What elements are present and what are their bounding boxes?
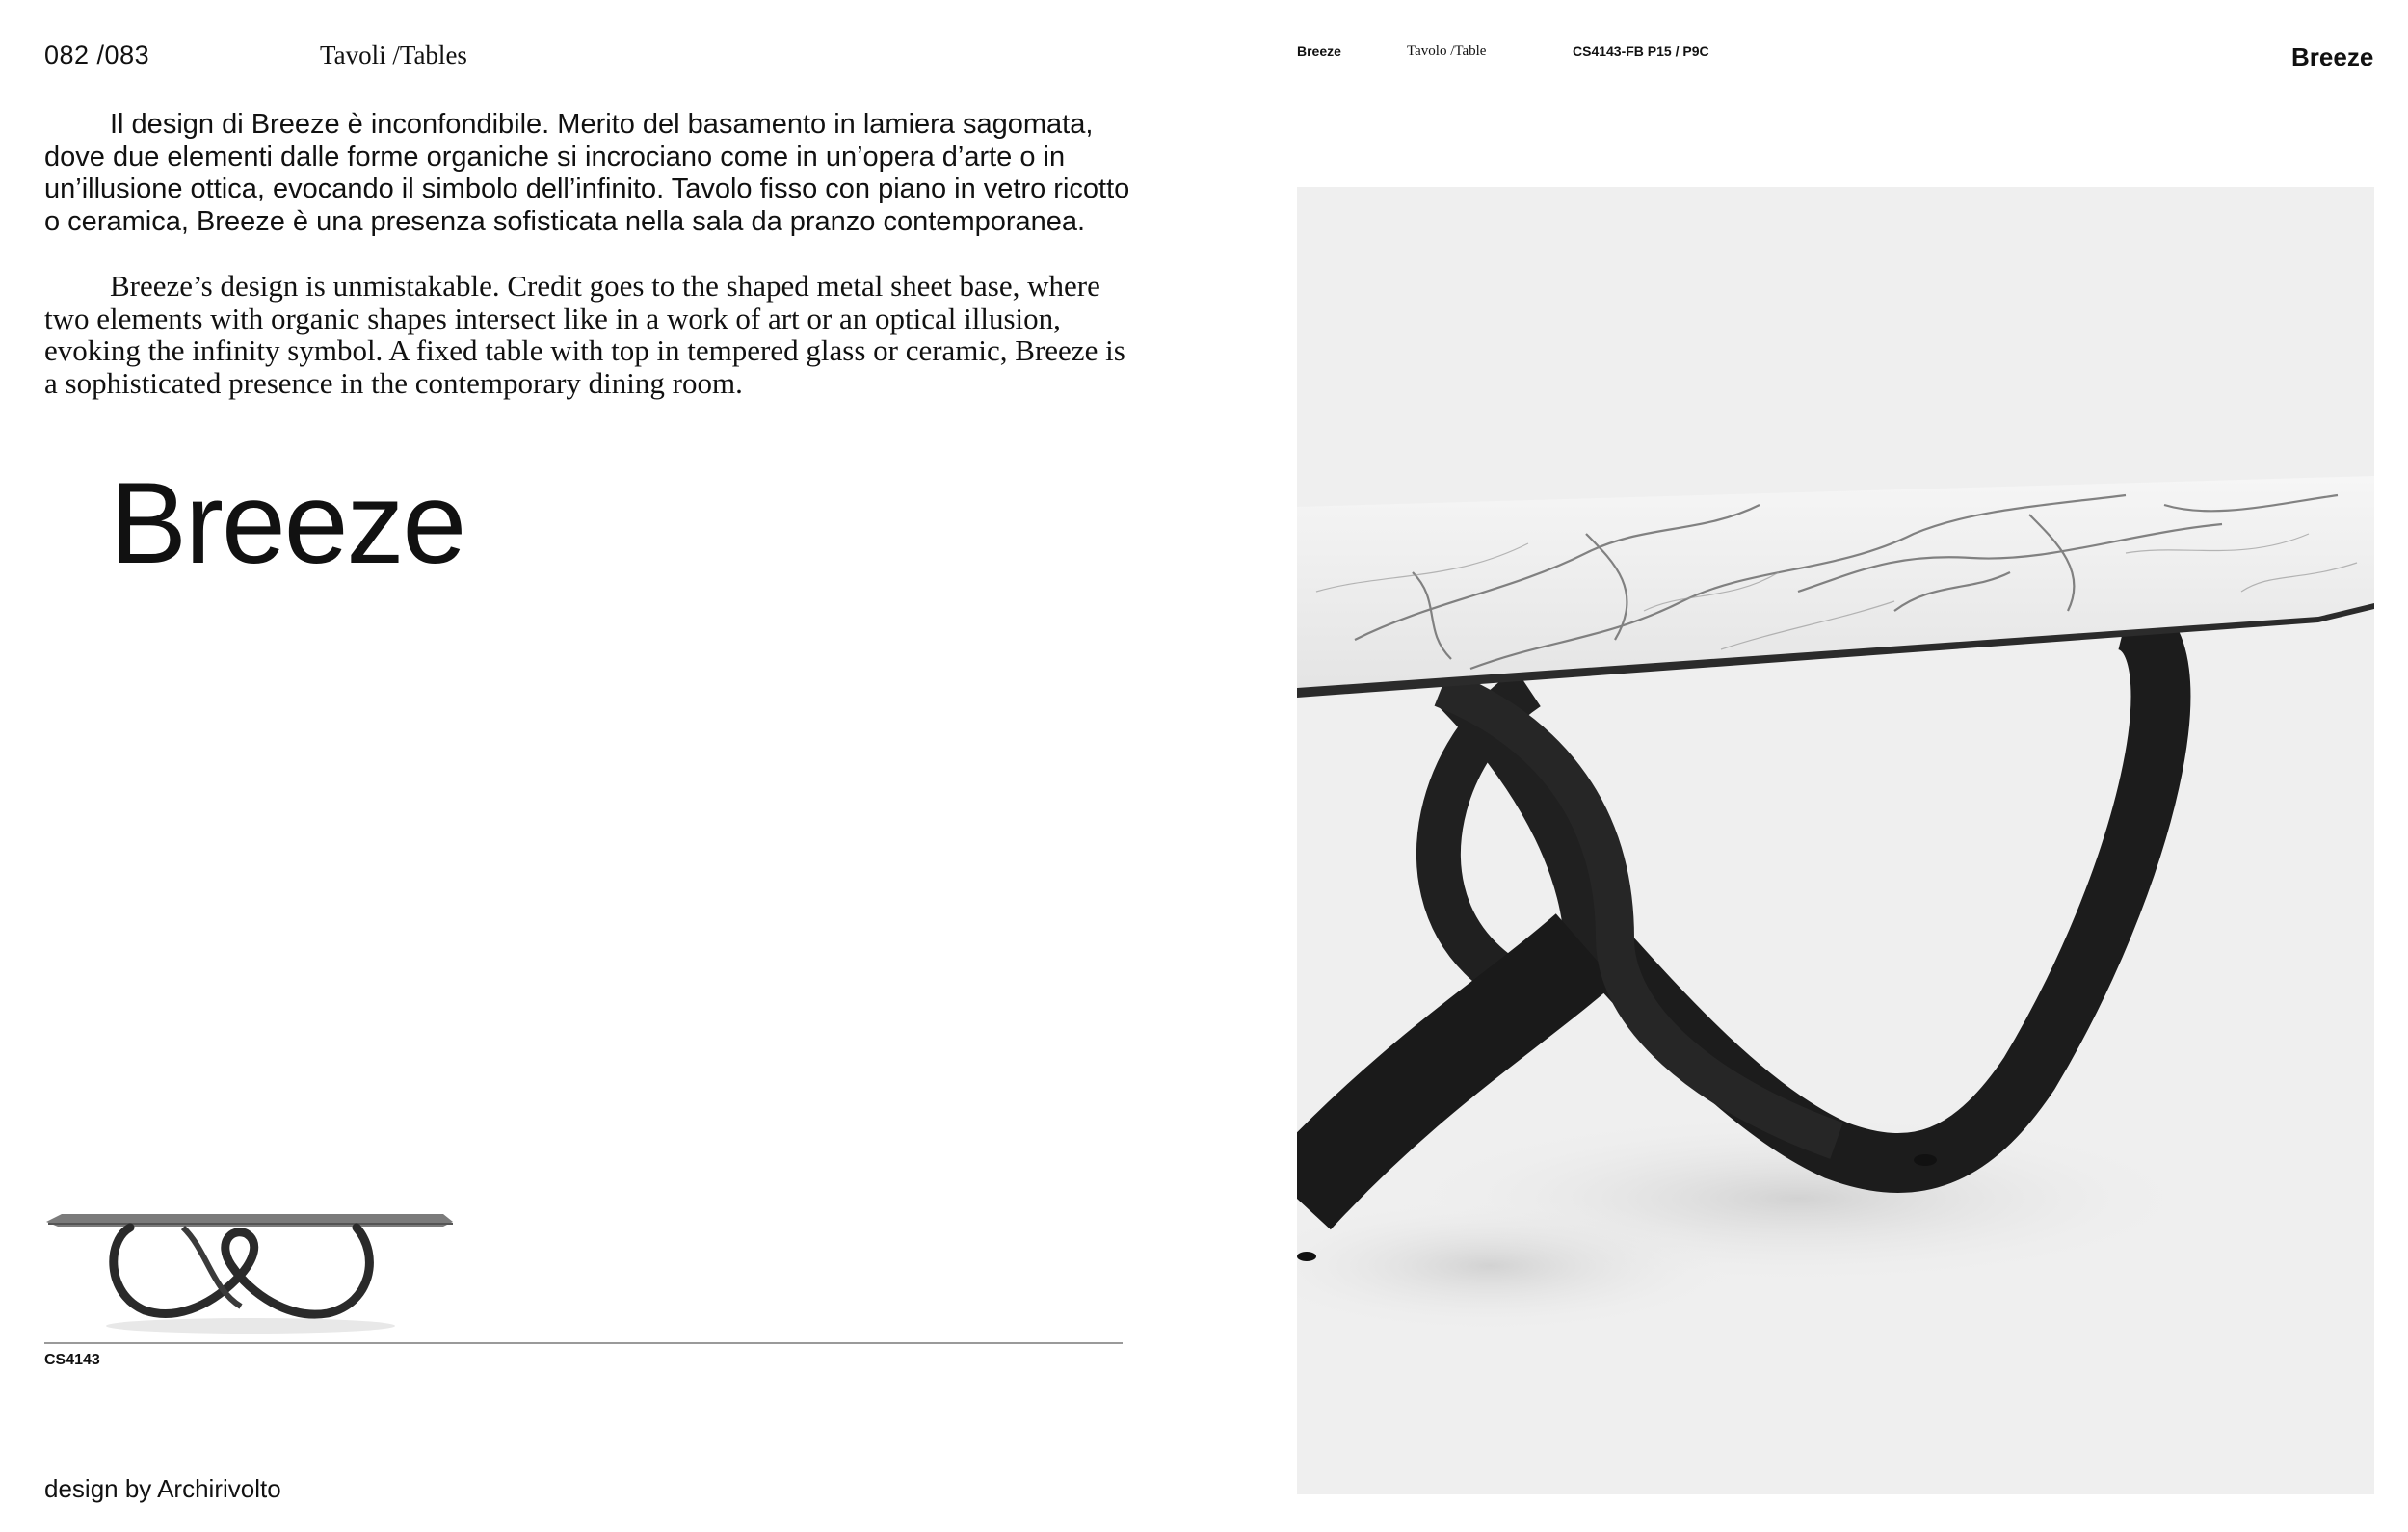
intro-english: Breeze’s design is unmistakable. Credit goes to the shaped metal sheet base, where two elements with organic shapes intersect like in a work of art or an optical illusion, evoking the infinity symbol. A fixed table with top in tempered glass or ceramic, Breeze is a sophisticated presence in the contemporary dining room.	[44, 269, 1125, 400]
header-title: Breeze	[2291, 42, 2374, 71]
intro-italian: Il design di Breeze è inconfondibile. Merito del basamento in lamiera sagomata, dove due elementi dalle forme organiche si incrociano come in un’opera d’arte o in un’illusione ottica, evocando il simbolo dell’infinito. Tavolo fisso con piano in vetro ricotto o ceramica, Breeze è una presenza sofisticata nella sala da pranzo contemporanea.	[44, 109, 1130, 237]
section-title: Tavoli /Tables	[320, 40, 467, 69]
page-numbers: 082 /083	[44, 40, 150, 69]
divider-line	[44, 1342, 1123, 1344]
header-product-code: CS4143-FB P15 / P9C	[1573, 43, 1709, 59]
product-title: Breeze	[110, 459, 465, 588]
header-product-type: Tavolo /Table	[1407, 43, 1487, 59]
header-product-name: Breeze	[1297, 43, 1341, 59]
product-code: CS4143	[44, 1352, 100, 1368]
table-thumbnail-image	[39, 1202, 463, 1337]
designer-credit: design by Archirivolto	[44, 1474, 281, 1503]
product-photo	[1297, 187, 2374, 1494]
